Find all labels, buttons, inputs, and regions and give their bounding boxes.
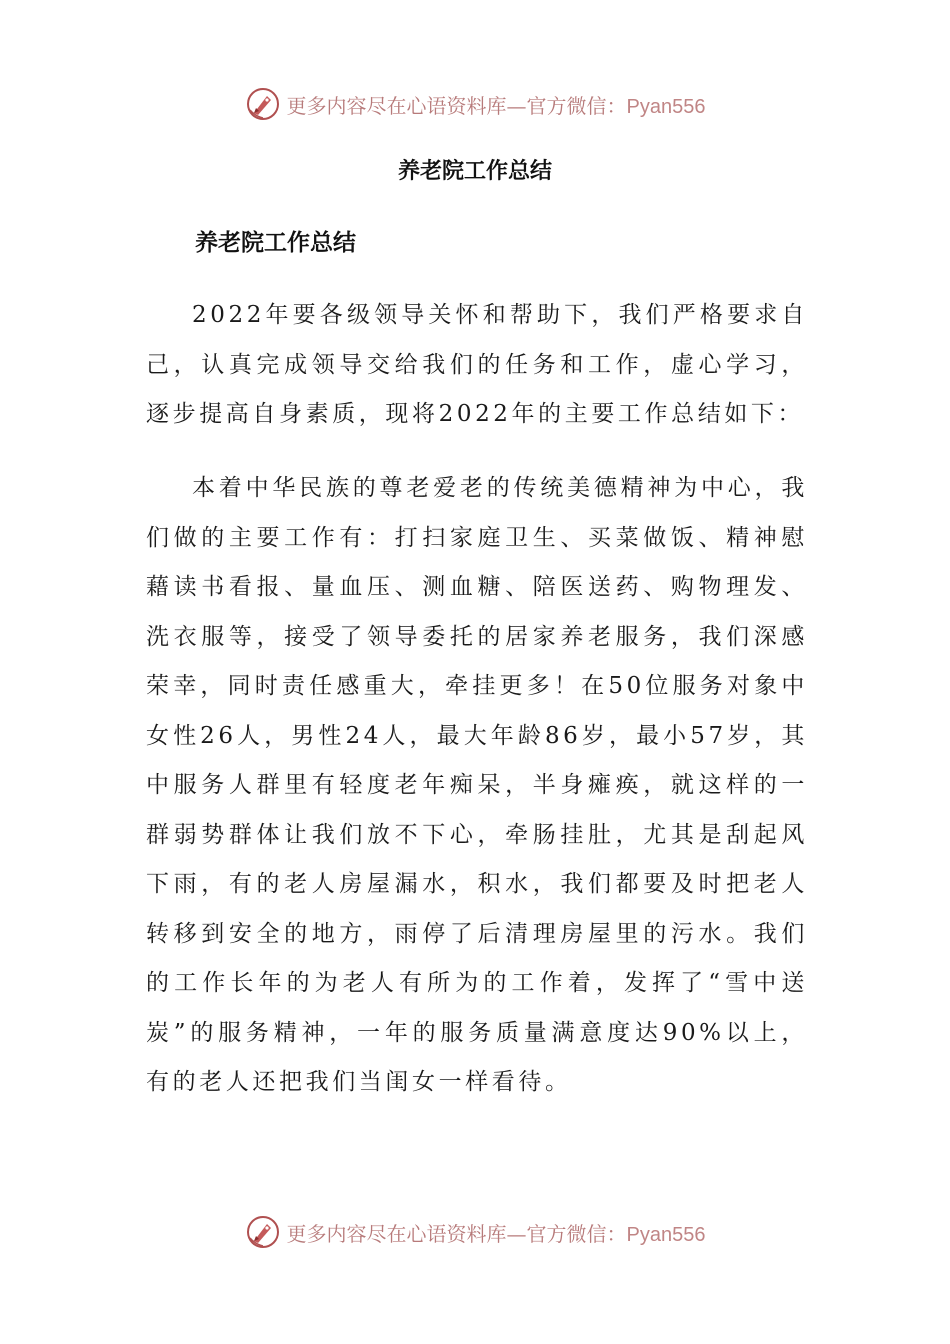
section-heading: 养老院工作总结 xyxy=(195,229,356,256)
footer-banner xyxy=(0,1210,950,1254)
pen-nib-logo-icon xyxy=(245,1214,281,1250)
banner-label: 更多内容尽在心语资料库—官方微信： xyxy=(286,93,627,118)
wechat-id: Pyan556 xyxy=(626,1223,706,1246)
wechat-id: Pyan556 xyxy=(626,95,706,118)
paragraph-intro: 2022年要各级领导关怀和帮助下，我们严格要求自己，认真完成领导交给我们的任务和工作，虚心学习，逐步提高自身素质，现将2022年的主要工作总结如下： xyxy=(146,302,808,427)
pen-nib-logo-icon xyxy=(245,86,281,122)
document-title: 养老院工作总结 xyxy=(397,158,552,184)
banner-label: 更多内容尽在心语资料库—官方微信： xyxy=(286,1221,627,1246)
banner-text xyxy=(287,1218,706,1247)
header-banner xyxy=(0,82,950,126)
banner-text xyxy=(287,90,706,119)
paragraph-main-work: 本着中华民族的尊老爱老的传统美德精神为中心，我们做的主要工作有：打扫家庭卫生、买菜做饭、精神慰藉读书看报、量血压、测血糖、陪医送药、购物理发、洗衣服等，接受了领导委托的居家养老服务，我们深感荣幸，同时责任感重大，牵挂更多！在50位服务对象中女性26人，男性24人，最大年龄86岁，最小57岁，其中服务人群里有轻度老年痴呆，半身瘫痪，就这样的一群弱势群体让我们放不下心，牵肠挂肚，尤其是刮起风下雨，有的老人房屋漏水，积水，我们都要及时把老人转移到安全的地方，雨停了后清理房屋里的污水。我们的工作长年的为老人有所为的工作着，发挥了“雪中送炭”的服务精神，一年的服务质量满意度达90%以上，有的老人还把我们当闺女一样看待。 xyxy=(146,475,808,1095)
